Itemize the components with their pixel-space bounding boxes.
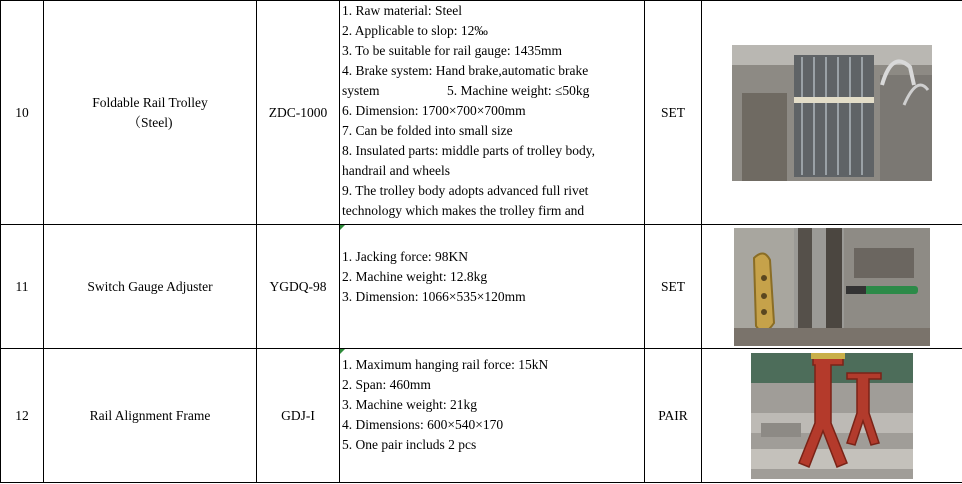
row-number: 11 bbox=[1, 225, 44, 349]
spec-description bbox=[340, 225, 645, 349]
spec-line: 7. Can be folded into small size bbox=[342, 123, 513, 138]
spec-line: 1. Maximum hanging rail force: 15kN bbox=[342, 357, 549, 372]
table-row bbox=[1, 225, 962, 349]
spec-line: 2. Machine weight: 12.8kg bbox=[342, 269, 488, 284]
unit: PAIR bbox=[645, 349, 702, 483]
spec-line: 2. Span: 460mm bbox=[342, 377, 431, 392]
spec-line: 6. Dimension: 1700×700×700mm bbox=[342, 103, 526, 118]
product-name-line: （Steel) bbox=[127, 114, 173, 130]
spec-line: 5. One pair includs 2 pcs bbox=[342, 437, 477, 452]
spec-line: 9. The trolley body adopts advanced full rivet bbox=[342, 183, 589, 198]
spec-line: 2. Applicable to slop: 12‰ bbox=[342, 23, 488, 38]
model-number: ZDC-1000 bbox=[257, 1, 340, 225]
product-name-line: Foldable Rail Trolley bbox=[92, 94, 208, 110]
product-name bbox=[44, 225, 257, 349]
row-number: 10 bbox=[1, 1, 44, 225]
spec-line: system 5. Machine weight: ≤50kg bbox=[342, 83, 590, 98]
spec-line: handrail and wheels bbox=[342, 163, 450, 178]
rail-alignment-frame-photo bbox=[751, 353, 913, 479]
table-row bbox=[1, 1, 962, 225]
product-name bbox=[44, 349, 257, 483]
spec-description bbox=[340, 1, 645, 225]
spec-line: technology which makes the trolley firm and bbox=[342, 203, 585, 218]
product-name-line: Switch Gauge Adjuster bbox=[87, 278, 213, 294]
product-name bbox=[44, 1, 257, 225]
spec-line: 4. Dimensions: 600×540×170 bbox=[342, 417, 504, 432]
row-number: 12 bbox=[1, 349, 44, 483]
product-photo-cell bbox=[702, 1, 962, 225]
cell-comment-marker bbox=[340, 225, 345, 230]
foldable-rail-trolley-photo bbox=[732, 45, 932, 181]
spec-line: 4. Brake system: Hand brake,automatic brake bbox=[342, 63, 589, 78]
model-number: YGDQ-98 bbox=[257, 225, 340, 349]
model-number: GDJ-I bbox=[257, 349, 340, 483]
spec-line: 3. To be suitable for rail gauge: 1435mm bbox=[342, 43, 563, 58]
spec-description bbox=[340, 349, 645, 483]
product-photo-cell bbox=[702, 225, 962, 349]
spec-line: 3. Dimension: 1066×535×120mm bbox=[342, 289, 526, 304]
spec-line: 1. Jacking force: 98KN bbox=[342, 249, 468, 264]
unit: SET bbox=[645, 1, 702, 225]
switch-gauge-adjuster-photo bbox=[734, 228, 930, 346]
spec-line: 3. Machine weight: 21kg bbox=[342, 397, 477, 412]
spec-line: 8. Insulated parts: middle parts of trolley body, bbox=[342, 143, 595, 158]
cell-comment-marker bbox=[340, 349, 345, 354]
product-name-line: Rail Alignment Frame bbox=[89, 407, 211, 423]
unit: SET bbox=[645, 225, 702, 349]
spec-line: 1. Raw material: Steel bbox=[342, 3, 462, 18]
table-row bbox=[1, 349, 962, 483]
product-photo-cell bbox=[702, 349, 962, 483]
